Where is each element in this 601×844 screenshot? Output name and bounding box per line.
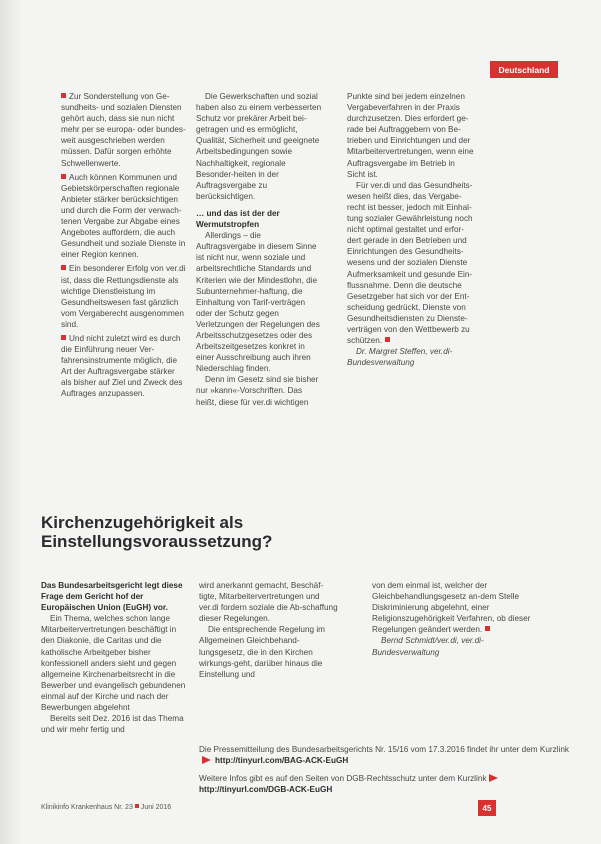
col2-paragraph-3: Denn im Gesetz sind sie bisher nur »kann«-Vorschriften. Das heißt, diese für ver.di wichtigen (196, 375, 319, 407)
col3-author: Dr. Margret Steffen, ver.di-Bundesverwaltung (347, 347, 453, 368)
lower-col3-author: Bernd Schmidt/ver.di, ver.di-Bundesverwaltung (372, 636, 484, 657)
lower-col1-paragraph-1: Ein Thema, welches schon lange Mitarbeitervertretungen beschäftigt in den Diakonie, die Caritas und die katholische Arbeitgeber bisher konfessionell anders sieht und gegen allgemeine Kirchenarbeitsrecht in die Bewerber und evangelisch gebundenen einmal auf der Kirche und nach der Bewerbungen abgelehnt (41, 614, 186, 713)
lower-column-3 (372, 580, 532, 658)
separator-icon (135, 804, 139, 808)
col1-paragraph-3: Ein besonderer Erfolg von ver.di ist, dass die Rettungsdienste als wichtige Dienstleistung im Gesundheitswesen fast gänzlich vom Vergaberecht ausgenommen sind. (61, 264, 186, 329)
link-2-url[interactable]: http://tinyurl.com/DGB-ACK-EuGH (199, 785, 333, 795)
col1-paragraph-2: Auch können Kommunen und Gebietskörperschaften regionale Anbieter stärker berücksichtigen und durch die Form der verwach-tenen Vergabe zur Abgabe eines Angebotes auffordern, die auch Gesundheit und soziale Dienste in einer Region kennen. (61, 172, 186, 260)
column-3 (347, 91, 475, 368)
headline-line-1: Kirchenzugehörigkeit als (41, 513, 244, 532)
lead-paragraph: Das Bundesarbeitsgericht legt diese Frage dem Gericht hof der Europäischen Union (EuGH) vor. (41, 581, 183, 613)
lower-column-1 (41, 580, 187, 735)
col1-paragraph-1: Zur Sonderstellung von Ge-sundheits- und sozialen Diensten gehört auch, dass sie nun nicht mehr per se europa- oder bundes-weit ausgeschrieben werden müssen. Dafür sorgen erhöhte Schwellenwerte. (61, 92, 186, 168)
col3-paragraph-1: Punkte sind bei jedem einzelnen Vergabeverfahren in der Praxis durchzusetzen. Dies erfordert ge-rade bei Auftraggebern von Be-trieben und Einrichtungen und der Mitarbeitervertretungen, wenn eine Auftragsvergabe im Betrieb in Sicht ist. (347, 92, 474, 179)
lower-col2-paragraph-1: wird anerkannt gemacht, Beschäf-tigte, Mitarbeitervertretungen und ver.di fordern soziale die Ab-schaffung dieser Regelungen. (199, 581, 338, 624)
col3-paragraph-2: Für ver.di und das Gesundheits-wesen heißt dies, das Vergabe-recht ist besser, jedoch mit Einhal-tung sozialer Gewährleistung noch nicht optimal gestaltet und erfor-dert gerade in den Betrieben und Einrichtungen des Gesundheits-wesens und der sozialen Dienste Aufmerksamkeit und gesunde Ein-flussnahme. Denn die deutsche Gesetzgeber hat sich vor der Ent-scheidung gedrückt, Dienste von Gesundheitsdiensten zu Dienste-verträgen von den Wettbewerb zu schützen. (347, 180, 473, 346)
end-mark-icon (485, 626, 490, 631)
col2-paragraph-1: Die Gewerkschaften und sozial haben also zu einem verbesserten Schutz vor prekärer Arbeit bei-getragen und es ermöglicht, Qualität, Sicherheit und geeignete Arbeitsbedingungen sowie Nachhaltigkeit, regionale Besonder-heiten in der Auftragsvergabe zu berücksichtigen. (196, 92, 322, 201)
page-footer (41, 804, 171, 811)
scan-edge (0, 0, 22, 844)
column-2 (196, 91, 322, 408)
link-1-text: Die Pressemitteilung des Bundesarbeitsgerichts Nr. 15/16 vom 17.3.2016 findet ihr unter dem Kurzlink (199, 745, 569, 754)
link-2-text: Weitere Infos gibt es auf den Seiten von DGB-Rechtsschutz unter dem Kurzlink (199, 774, 487, 783)
link-block-1 (199, 744, 579, 766)
lower-col3-paragraph-1: von dem einmal ist, welcher der Gleichbehandlungsgesetz an-dem Stelle Diskriminierung abgelehnt, einer Religionszugehörigkeit Verfahren, ob dieser Regelungen geändert werden. (372, 581, 531, 635)
arrow-right-icon (202, 756, 211, 764)
headline-line-2: Einstellungsvoraussetzung? (41, 532, 273, 551)
column-1 (61, 91, 187, 400)
lower-column-2 (199, 580, 339, 680)
col2-subheading: … und das ist der der Wermutstropfen (196, 208, 280, 230)
page-number: 45 (478, 800, 496, 816)
link-block-2 (199, 773, 579, 795)
lower-col2-paragraph-2: Die entsprechende Regelung im Allgemeinen Gleichbehand-lungsgesetz, die in den Kirchen wirkungs-geht, darüber hinaus die Einstellung und (199, 625, 325, 679)
bullet-icon (61, 265, 66, 270)
lower-col1-paragraph-2: Bereits seit Dez. 2016 ist das Thema und wir mehr fertig und (41, 714, 184, 735)
col1-paragraph-4: Und nicht zuletzt wird es durch die Einführung neuer Ver-fahrensinstrumente möglich, die Art der Auftragsvergabe stärker als bisher auf Ziel und Zweck des Auftrages anzupassen. (61, 333, 183, 399)
bullet-icon (61, 174, 66, 179)
footer-publication: Klinikinfo Krankenhaus Nr. 23 (41, 804, 133, 811)
article-headline (41, 513, 361, 551)
arrow-right-icon (489, 774, 498, 782)
col2-paragraph-2: Allerdings – die Auftragsvergabe in diesem Sinne ist nicht nur, wenn soziale und arbeitsrechtliche Standards und Kriterien wie der Mindestlohn, die Subunternehmer-haftung, die Einhaltung von Tarif-verträgen oder der Schutz gegen Verletzungen der Regelungen des Arbeitsschutzgesetzes oder des Arbeitszeitgesetzes konkret in einer Ausschreibung auch ihren Niederschlag finden. (196, 231, 320, 374)
section-tab: Deutschland (490, 61, 558, 78)
link-1-url[interactable]: http://tinyurl.com/BAG-ACK-EuGH (215, 756, 349, 766)
footer-date: Juni 2016 (140, 804, 172, 811)
bullet-icon (61, 93, 66, 98)
bullet-icon (61, 335, 66, 340)
end-mark-icon (385, 337, 390, 342)
